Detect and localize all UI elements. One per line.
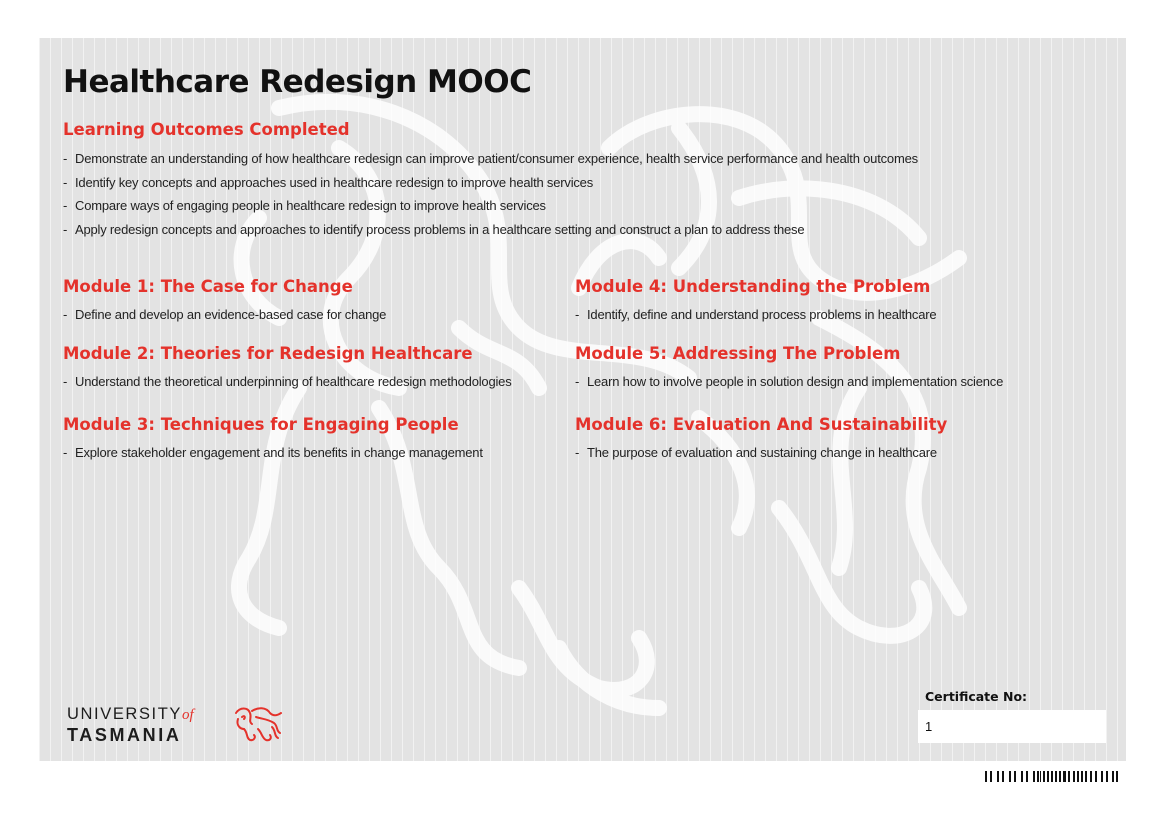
module-3	[63, 415, 483, 460]
module-title: Module 5: Addressing The Problem	[575, 344, 901, 363]
module-description: - Define and develop an evidence-based case for change	[63, 307, 387, 322]
module-2	[63, 344, 512, 389]
certificate-panel	[39, 38, 1126, 761]
module-5	[575, 344, 1003, 389]
logo-line-1: UNIVERSITYof	[67, 705, 194, 723]
course-title: Healthcare Redesign MOOC	[63, 64, 532, 100]
module-6	[575, 415, 947, 460]
bullet-dash: -	[63, 198, 68, 213]
bullet-dash: -	[63, 221, 68, 237]
outcome-item: - Identify key concepts and approaches used in healthcare redesign to improve health services	[63, 174, 594, 190]
barcode-icon	[985, 771, 1119, 782]
certificate-number-label: Certificate No:	[925, 689, 1028, 704]
learning-outcomes-list	[63, 151, 918, 245]
module-title: Module 6: Evaluation And Sustainability	[575, 415, 948, 434]
module-title: Module 4: Understanding the Problem	[575, 277, 931, 296]
module-title: Module 3: Techniques for Engaging People	[63, 415, 459, 434]
outcome-item: - Apply redesign concepts and approaches to identify process problems in a healthcare setting and construct a plan to address these	[63, 221, 805, 237]
lion-icon	[232, 705, 284, 743]
module-title: Module 2: Theories for Redesign Healthcare	[63, 344, 473, 363]
certificate-number-value: 1	[918, 710, 1106, 743]
module-description: - Identify, define and understand process problems in healthcare	[575, 307, 937, 322]
learning-outcomes-heading: Learning Outcomes Completed	[63, 120, 350, 139]
logo-line-2: TASMANIA	[67, 725, 182, 745]
module-4	[575, 277, 936, 322]
bullet-dash: -	[63, 151, 68, 166]
university-logo	[67, 705, 194, 746]
module-1	[63, 277, 386, 322]
module-title: Module 1: The Case for Change	[63, 277, 353, 296]
bullet-dash: -	[63, 174, 68, 190]
outcome-item: - Compare ways of engaging people in healthcare redesign to improve health services	[63, 198, 546, 213]
outcome-item: - Demonstrate an understanding of how healthcare redesign can improve patient/consumer experience, health service performance and health outcomes	[63, 151, 918, 166]
module-description: - Understand the theoretical underpinning of healthcare redesign methodologies	[63, 374, 512, 389]
module-description: - The purpose of evaluation and sustaining change in healthcare	[575, 445, 937, 460]
module-description: - Learn how to involve people in solution design and implementation science	[575, 374, 1004, 389]
module-description: - Explore stakeholder engagement and its benefits in change management	[63, 445, 483, 460]
